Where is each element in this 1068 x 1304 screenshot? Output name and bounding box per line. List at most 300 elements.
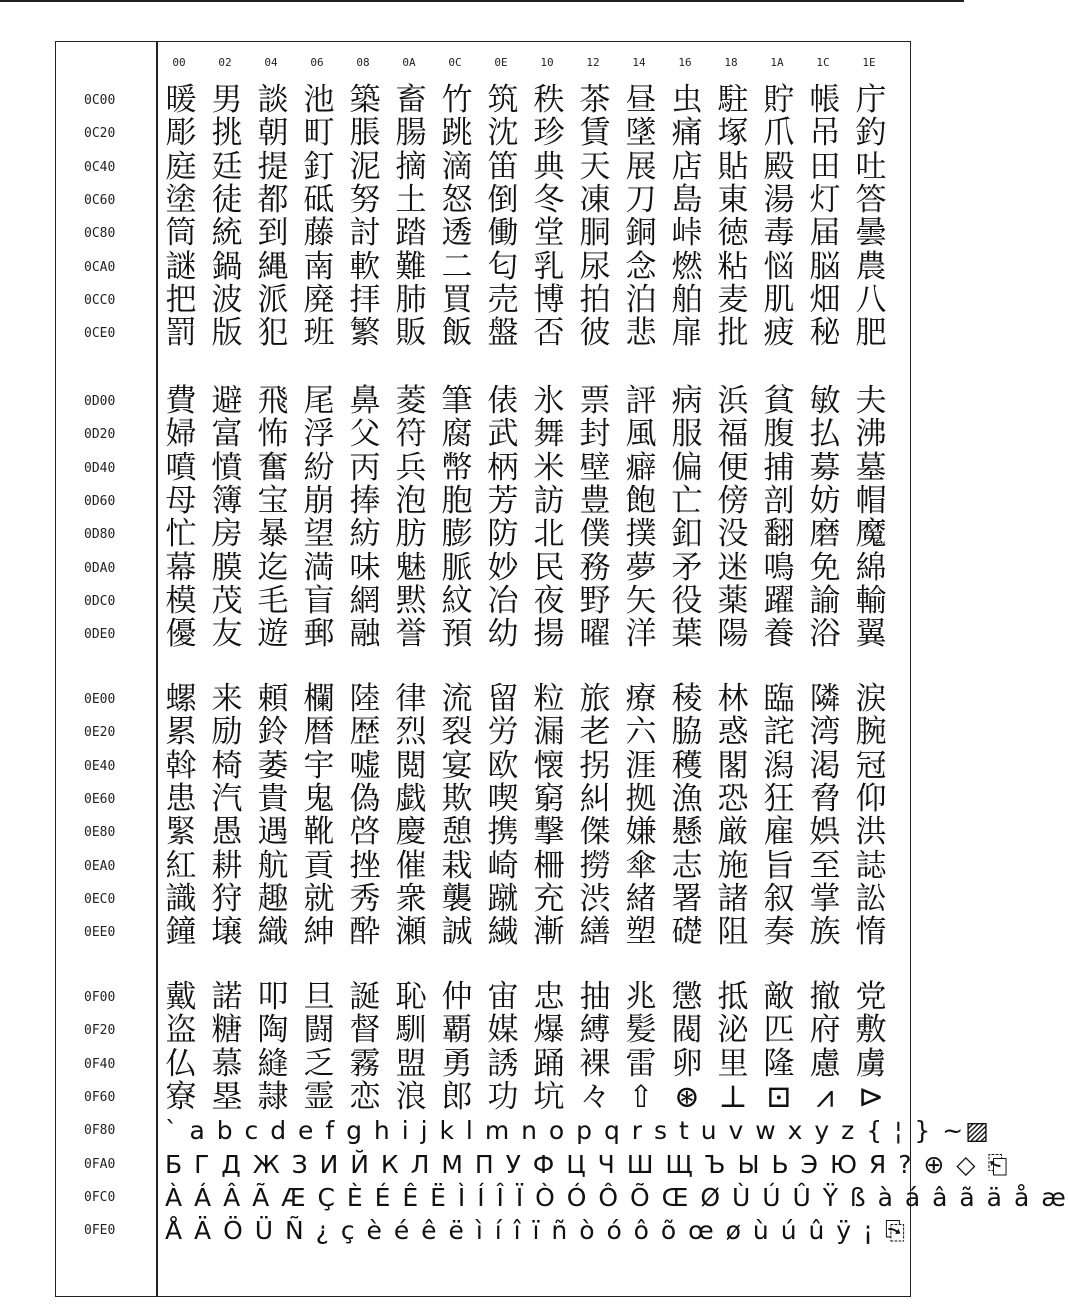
glyph-cell: 笛 — [487, 148, 519, 185]
glyph-cell: 怒 — [441, 181, 473, 218]
glyph-cell: 薬 — [717, 582, 749, 619]
glyph-cell: 迷 — [717, 549, 749, 586]
table-row — [0, 582, 964, 619]
glyph-cell: 癖 — [625, 449, 657, 486]
glyph-cell: 秩 — [533, 82, 565, 118]
row-label: 0E20 — [84, 725, 116, 741]
table-row — [0, 1214, 964, 1247]
glyph-cell: 仏 — [165, 1045, 197, 1082]
glyph-cell: 盟 — [395, 1045, 427, 1082]
table-row — [0, 217, 964, 250]
glyph-cell: 闘 — [303, 1012, 335, 1049]
glyph-cell: 拠 — [625, 780, 657, 817]
glyph-cell: 涙 — [855, 681, 887, 717]
glyph-cell: 々 — [579, 1078, 611, 1115]
glyph-cell: 版 — [211, 315, 243, 352]
glyph-cell: 識 — [165, 880, 197, 917]
glyph-cell: 統 — [211, 215, 243, 252]
glyph-cell: 仲 — [441, 979, 473, 1015]
glyph-cell: 稜 — [671, 681, 703, 717]
table-row — [0, 518, 964, 551]
glyph-cell: 脈 — [441, 549, 473, 586]
glyph-cell: 悩 — [763, 248, 795, 285]
glyph-cell: 拍 — [579, 281, 611, 318]
glyph-cell: 田 — [809, 148, 841, 185]
glyph-cell: 鳴 — [763, 549, 795, 586]
glyph-cell: 坑 — [533, 1078, 565, 1115]
glyph-cell: 瀬 — [395, 914, 427, 951]
glyph-cell: 砥 — [303, 181, 335, 218]
column-header: 06 — [310, 56, 324, 69]
glyph-cell: 卵 — [671, 1045, 703, 1082]
glyph-cell: 望 — [303, 516, 335, 553]
glyph-cell: 塚 — [717, 115, 749, 152]
glyph-cell: 筆 — [441, 383, 473, 419]
glyph-cell: 娯 — [809, 814, 841, 851]
glyph-cell: 把 — [165, 281, 197, 318]
glyph-cell: 脳 — [809, 248, 841, 285]
table-row — [0, 449, 964, 486]
glyph-cell: 腐 — [441, 416, 473, 453]
glyph-cell: 柵 — [533, 847, 565, 884]
glyph-cell: 潟 — [763, 747, 795, 784]
glyph-cell: 貢 — [303, 847, 335, 884]
glyph-cell: 没 — [717, 516, 749, 553]
glyph-cell: 曇 — [855, 215, 887, 252]
glyph-cell: 八 — [855, 281, 887, 318]
glyph-cell: 斡 — [165, 747, 197, 784]
glyph-cell: 閲 — [395, 747, 427, 784]
row-label: 0F80 — [84, 1123, 116, 1139]
glyph-cell: 頼 — [257, 681, 289, 717]
glyph-strip: Å Ä Ö Ü Ñ ¿ ç è é ê ë ì í î ï ñ ò ó ô õ œ ø ù ú û ÿ ¡ ⎘ — [165, 1216, 908, 1246]
glyph-cell: 庭 — [165, 148, 197, 185]
glyph-cell: 織 — [257, 914, 289, 951]
glyph-cell: ⊥ — [718, 1078, 748, 1115]
row-label: 0E60 — [84, 791, 116, 807]
glyph-cell: 魔 — [855, 516, 887, 553]
glyph-cell: 旨 — [763, 847, 795, 884]
glyph-cell: 土 — [395, 181, 427, 218]
glyph-cell: 簿 — [211, 482, 243, 519]
glyph-cell: 符 — [395, 416, 427, 453]
glyph-cell: 滴 — [441, 148, 473, 185]
glyph-cell: 留 — [487, 681, 519, 717]
glyph-cell: 徳 — [717, 215, 749, 252]
glyph-cell: 遇 — [257, 814, 289, 851]
glyph-cell: 麦 — [717, 281, 749, 318]
glyph-cell: 縫 — [257, 1045, 289, 1082]
glyph-cell: 諾 — [211, 979, 243, 1015]
glyph-cell: 撃 — [533, 814, 565, 851]
glyph-cell: 毒 — [763, 215, 795, 252]
glyph-cell: 懐 — [533, 747, 565, 784]
glyph-cell: 敷 — [855, 1012, 887, 1049]
glyph-cell: 味 — [349, 549, 381, 586]
table-row — [0, 747, 964, 784]
glyph-cell: 疲 — [763, 315, 795, 352]
glyph-cell: 臨 — [763, 681, 795, 717]
glyph-cell: 六 — [625, 714, 657, 751]
glyph-cell: 鼻 — [349, 383, 381, 419]
glyph-cell: 筑 — [487, 82, 519, 118]
glyph-cell: 野 — [579, 582, 611, 619]
glyph-cell: 粒 — [533, 681, 565, 717]
glyph-cell: 暦 — [303, 714, 335, 751]
glyph-cell: 班 — [303, 315, 335, 352]
glyph-cell: 竹 — [441, 82, 473, 118]
row-label: 0C60 — [84, 192, 116, 208]
glyph-cell: 憤 — [211, 449, 243, 486]
glyph-cell: 欧 — [487, 747, 519, 784]
glyph-cell: 就 — [303, 880, 335, 917]
glyph-cell: 宝 — [257, 482, 289, 519]
glyph-cell: 模 — [165, 582, 197, 619]
row-label: 0C40 — [84, 159, 116, 175]
glyph-cell: 脹 — [349, 115, 381, 152]
glyph-cell: 矢 — [625, 582, 657, 619]
glyph-cell: 趣 — [257, 880, 289, 917]
glyph-cell: 汽 — [211, 780, 243, 817]
table-row — [0, 317, 964, 350]
row-label: 0DA0 — [84, 560, 116, 576]
glyph-cell: 忠 — [533, 979, 565, 1015]
glyph-cell: 避 — [211, 383, 243, 419]
table-row — [0, 549, 964, 586]
glyph-cell: 墜 — [625, 115, 657, 152]
glyph-cell: 来 — [211, 681, 243, 717]
row-label: 0FA0 — [84, 1156, 116, 1172]
glyph-cell: 惑 — [717, 714, 749, 751]
glyph-cell: 沸 — [855, 416, 887, 453]
glyph-cell: 志 — [671, 847, 703, 884]
row-label: 0F00 — [84, 990, 116, 1005]
glyph-cell: 窮 — [533, 780, 565, 817]
glyph-cell: 翻 — [763, 516, 795, 553]
glyph-cell: 漁 — [671, 780, 703, 817]
glyph-cell: 到 — [257, 215, 289, 252]
row-label: 0D60 — [84, 493, 116, 509]
glyph-cell: 努 — [349, 181, 381, 218]
row-label: 0D20 — [84, 427, 116, 443]
glyph-cell: 貼 — [717, 148, 749, 185]
glyph-cell: 肥 — [855, 315, 887, 352]
glyph-cell: 悲 — [625, 315, 657, 352]
glyph-cell: 扉 — [671, 315, 703, 352]
glyph-cell: 批 — [717, 315, 749, 352]
glyph-cell: 浴 — [809, 616, 841, 653]
glyph-cell: 欺 — [441, 780, 473, 817]
glyph-cell: 鈴 — [257, 714, 289, 751]
glyph-cell: 媒 — [487, 1012, 519, 1049]
glyph-cell: 詫 — [763, 714, 795, 751]
glyph-cell: 冠 — [855, 747, 887, 784]
glyph-cell: 奏 — [763, 914, 795, 951]
column-header: 0A — [402, 56, 416, 69]
glyph-cell: 販 — [395, 315, 427, 352]
glyph-cell: 茂 — [211, 582, 243, 619]
glyph-cell: 膨 — [441, 516, 473, 553]
glyph-cell: 慶 — [395, 814, 427, 851]
glyph-cell: 剖 — [763, 482, 795, 519]
column-header: 12 — [586, 56, 600, 69]
glyph-cell: 曜 — [579, 616, 611, 653]
glyph-cell: 珍 — [533, 115, 565, 152]
glyph-cell: 釣 — [855, 115, 887, 152]
row-label: 0C20 — [84, 126, 116, 142]
glyph-cell: 北 — [533, 516, 565, 553]
glyph-cell: 難 — [395, 248, 427, 285]
glyph-cell: 肪 — [395, 516, 427, 553]
glyph-cell: 捕 — [763, 449, 795, 486]
glyph-cell: 養 — [763, 616, 795, 653]
glyph-cell: 撈 — [579, 847, 611, 884]
glyph-cell: 貴 — [257, 780, 289, 817]
glyph-cell: 綿 — [855, 549, 887, 586]
glyph-cell: 老 — [579, 714, 611, 751]
column-header-row — [156, 56, 906, 72]
glyph-cell: 帳 — [809, 82, 841, 118]
glyph-cell: 涯 — [625, 747, 657, 784]
glyph-cell: 馴 — [395, 1012, 427, 1049]
glyph-cell: 尾 — [303, 383, 335, 419]
glyph-cell: 募 — [809, 449, 841, 486]
glyph-cell: 舶 — [671, 281, 703, 318]
glyph-cell: 友 — [211, 616, 243, 653]
column-header: 1A — [770, 56, 784, 69]
table-row — [0, 683, 964, 716]
glyph-cell: 洋 — [625, 616, 657, 653]
glyph-cell: 菱 — [395, 383, 427, 419]
glyph-cell: 泥 — [349, 148, 381, 185]
glyph-cell: 犯 — [257, 315, 289, 352]
glyph-cell: 誘 — [487, 1045, 519, 1082]
glyph-cell: 幣 — [441, 449, 473, 486]
glyph-cell: 男 — [211, 82, 243, 118]
glyph-cell: 霊 — [303, 1078, 335, 1115]
glyph-cell: 派 — [257, 281, 289, 318]
glyph-cell: 湾 — [809, 714, 841, 751]
glyph-cell: 銅 — [625, 215, 657, 252]
column-header: 1E — [862, 56, 876, 69]
glyph-cell: 阻 — [717, 914, 749, 951]
glyph-cell: 塗 — [165, 181, 197, 218]
glyph-cell: 戴 — [165, 979, 197, 1015]
glyph-cell: 渋 — [579, 880, 611, 917]
row-label: 0FE0 — [84, 1223, 116, 1239]
glyph-cell: 掌 — [809, 880, 841, 917]
glyph-cell: 貧 — [763, 383, 795, 419]
glyph-cell: 励 — [211, 714, 243, 751]
row-label: 0D00 — [84, 394, 116, 409]
row-label: 0FC0 — [84, 1189, 116, 1205]
glyph-cell: 郎 — [441, 1078, 473, 1115]
glyph-cell: 農 — [855, 248, 887, 285]
glyph-cell: 鍋 — [211, 248, 243, 285]
glyph-cell: 兆 — [625, 979, 657, 1015]
glyph-cell: 亡 — [671, 482, 703, 519]
glyph-cell: 懲 — [671, 979, 703, 1015]
glyph-cell: 浪 — [395, 1078, 427, 1115]
glyph-cell: 拝 — [349, 281, 381, 318]
glyph-cell: 満 — [303, 549, 335, 586]
glyph-cell: 隣 — [809, 681, 841, 717]
glyph-cell: 党 — [855, 979, 887, 1015]
glyph-cell: 恋 — [349, 1078, 381, 1115]
table-row — [0, 117, 964, 150]
table-row — [0, 618, 964, 651]
glyph-cell: 労 — [487, 714, 519, 751]
glyph-cell: 憩 — [441, 814, 473, 851]
glyph-cell: 富 — [211, 416, 243, 453]
glyph-cell: 遊 — [257, 616, 289, 653]
glyph-cell: 摘 — [395, 148, 427, 185]
glyph-cell: 裸 — [579, 1045, 611, 1082]
glyph-cell: 夜 — [533, 582, 565, 619]
glyph-cell: 恥 — [395, 979, 427, 1015]
glyph-cell: 飛 — [257, 383, 289, 419]
glyph-cell: 答 — [855, 181, 887, 218]
glyph-cell: 襲 — [441, 880, 473, 917]
glyph-cell: 展 — [625, 148, 657, 185]
row-label: 0EC0 — [84, 891, 116, 907]
glyph-cell: 脅 — [809, 780, 841, 817]
glyph-cell: 抵 — [717, 979, 749, 1015]
glyph-cell: 雇 — [763, 814, 795, 851]
table-row — [0, 880, 964, 917]
glyph-cell: 駐 — [717, 82, 749, 118]
glyph-cell: 踊 — [533, 1045, 565, 1082]
glyph-cell: 軟 — [349, 248, 381, 285]
glyph-cell: 偽 — [349, 780, 381, 817]
glyph-cell: 糾 — [579, 780, 611, 817]
glyph-cell: 壁 — [579, 449, 611, 486]
glyph-cell: 灯 — [809, 181, 841, 218]
glyph-cell: 療 — [625, 681, 657, 717]
glyph-cell: 叩 — [257, 979, 289, 1015]
glyph-cell: 翼 — [855, 616, 887, 653]
glyph-cell: 隷 — [257, 1078, 289, 1115]
glyph-cell: 店 — [671, 148, 703, 185]
glyph-cell: 戯 — [395, 780, 427, 817]
glyph-cell: 秘 — [809, 315, 841, 352]
table-row — [0, 780, 964, 817]
glyph-cell: 役 — [671, 582, 703, 619]
glyph-cell: 訪 — [533, 482, 565, 519]
glyph-cell: 傘 — [625, 847, 657, 884]
table-row — [0, 847, 964, 884]
glyph-cell: 働 — [487, 215, 519, 252]
glyph-cell: 吊 — [809, 115, 841, 152]
glyph-cell: 飽 — [625, 482, 657, 519]
glyph-cell: 堂 — [533, 215, 565, 252]
glyph-cell: 啓 — [349, 814, 381, 851]
glyph-cell: 膜 — [211, 549, 243, 586]
glyph-cell: 礎 — [671, 914, 703, 951]
glyph-cell: 閥 — [671, 1012, 703, 1049]
glyph-cell: 諭 — [809, 582, 841, 619]
glyph-cell: 厳 — [717, 814, 749, 851]
glyph-cell: 母 — [165, 482, 197, 519]
glyph-cell: 昼 — [625, 82, 657, 118]
glyph-cell: 緊 — [165, 814, 197, 851]
glyph-cell: 傍 — [717, 482, 749, 519]
glyph-cell: 房 — [211, 516, 243, 553]
glyph-cell: 萎 — [257, 747, 289, 784]
glyph-cell: 賃 — [579, 115, 611, 152]
glyph-cell: 乏 — [303, 1045, 335, 1082]
glyph-cell: 討 — [349, 215, 381, 252]
glyph-cell: 払 — [809, 416, 841, 453]
glyph-cell: 波 — [211, 281, 243, 318]
glyph-cell: 念 — [625, 248, 657, 285]
glyph-cell: 慮 — [809, 1045, 841, 1082]
glyph-cell: 狩 — [211, 880, 243, 917]
table-row — [0, 816, 964, 849]
glyph-cell: 浮 — [303, 416, 335, 453]
glyph-cell: 衆 — [395, 880, 427, 917]
glyph-cell: 帽 — [855, 482, 887, 519]
glyph-cell: 府 — [809, 1012, 841, 1049]
glyph-cell: 矛 — [671, 549, 703, 586]
glyph-cell: 崩 — [303, 482, 335, 519]
glyph-cell: 届 — [809, 215, 841, 252]
glyph-cell: 仰 — [855, 780, 887, 817]
glyph-cell: 繁 — [349, 315, 381, 352]
glyph-cell: 陶 — [257, 1012, 289, 1049]
glyph-cell: 乳 — [533, 248, 565, 285]
glyph-cell: 充 — [533, 880, 565, 917]
glyph-cell: 兵 — [395, 449, 427, 486]
row-label: 0D80 — [84, 527, 116, 543]
glyph-cell: 風 — [625, 416, 657, 453]
glyph-cell: 虜 — [855, 1045, 887, 1082]
glyph-cell: 旦 — [303, 979, 335, 1015]
glyph-cell: 預 — [441, 616, 473, 653]
glyph-cell: 渇 — [809, 747, 841, 784]
glyph-cell: 紳 — [303, 914, 335, 951]
glyph-cell: 黙 — [395, 582, 427, 619]
glyph-cell: 糖 — [211, 1012, 243, 1049]
glyph-cell: 貯 — [763, 82, 795, 118]
glyph-cell: 郵 — [303, 616, 335, 653]
glyph-cell: 塁 — [211, 1078, 243, 1115]
glyph-cell: 宙 — [487, 979, 519, 1015]
column-header: 10 — [540, 56, 554, 69]
glyph-cell: 島 — [671, 181, 703, 218]
glyph-cell: 釦 — [671, 516, 703, 553]
glyph-cell: 椅 — [211, 747, 243, 784]
row-label: 0DE0 — [84, 627, 116, 643]
glyph-cell: 挑 — [211, 115, 243, 152]
glyph-cell: 暴 — [257, 516, 289, 553]
table-row — [0, 1014, 964, 1047]
row-label: 0E80 — [84, 825, 116, 841]
glyph-cell: 惰 — [855, 914, 887, 951]
glyph-cell: 洪 — [855, 814, 887, 851]
glyph-cell: 縄 — [257, 248, 289, 285]
glyph-cell: 朝 — [257, 115, 289, 152]
glyph-cell: 躍 — [763, 582, 795, 619]
row-label: 0E40 — [84, 758, 116, 774]
column-header: 0E — [494, 56, 508, 69]
glyph-cell: 魅 — [395, 549, 427, 586]
glyph-cell: 優 — [165, 616, 197, 653]
glyph-cell: 免 — [809, 549, 841, 586]
glyph-cell: 彫 — [165, 115, 197, 152]
row-label: 0EE0 — [84, 925, 116, 941]
glyph-cell: 爪 — [763, 115, 795, 152]
